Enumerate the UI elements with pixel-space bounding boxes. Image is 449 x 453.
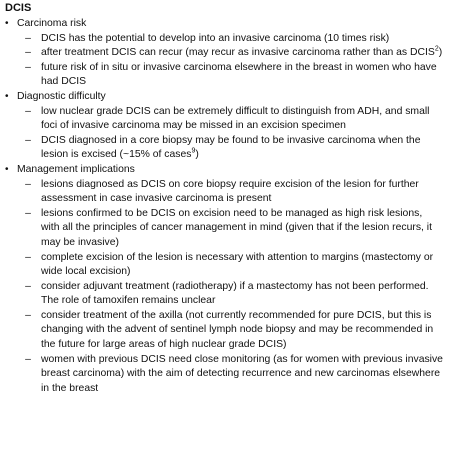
item-text: low nuclear grade DCIS can be extremely difficult to distinguish from ADH, and small foci of invasive carcinoma may be missed in an excision specimen (41, 105, 430, 132)
list-item (17, 105, 443, 134)
item-text: DCIS diagnosed in a core biopsy may be found to be invasive carcinoma when the lesion is excised (~15% of cases (41, 134, 421, 161)
item-text: lesions confirmed to be DCIS on excision need to be managed as high risk lesions, with all the principles of cancer management in mind (given that if the lesion recurs, it may be invasive) (41, 207, 432, 248)
item-text: women with previous DCIS need close monitoring (as for women with previous invasive breast carcinoma) with the aim of detecting recurrence and new carcinomas elsewhere in the breast (41, 353, 443, 394)
item-text: future risk of in situ or invasive carcinoma elsewhere in the breast in women who have had DCIS (41, 61, 437, 88)
list-item (17, 309, 443, 353)
dash-icon: – (25, 47, 31, 59)
dash-icon: – (25, 280, 31, 292)
list-item (17, 251, 443, 280)
reference-superscript: 2 (434, 45, 439, 53)
item-tail: ) (195, 149, 199, 161)
list-item (17, 207, 443, 251)
item-text: consider treatment of the axilla (not currently recommended for pure DCIS, but this is changing with the advent of sentinel lymph node biopsy and may be recommended in the future for large areas of high nuclear grade DCIS) (41, 309, 434, 351)
item-list (17, 32, 443, 90)
bullet-icon: • (5, 18, 9, 29)
item-text: lesions diagnosed as DCIS on core biopsy require excision of the lesion for further assessment in case invasive carcinoma is present (41, 178, 419, 205)
bullet-icon: • (5, 163, 9, 175)
dash-icon: – (25, 251, 31, 263)
dash-icon: – (25, 32, 31, 44)
section-carcinoma-risk (5, 17, 443, 90)
dash-icon: – (25, 134, 31, 146)
section-label: Carcinoma risk (17, 18, 87, 29)
page-title: DCIS (5, 2, 32, 14)
dash-icon: – (25, 207, 31, 219)
dash-icon: – (25, 353, 31, 365)
section-label: Diagnostic difficulty (17, 90, 106, 102)
list-item (17, 61, 443, 90)
dash-icon: – (25, 309, 31, 321)
item-text: DCIS has the potential to develop into an invasive carcinoma (10 times risk) (41, 32, 390, 44)
item-tail: ) (438, 47, 443, 59)
item-list (17, 105, 443, 163)
section-list (5, 17, 443, 396)
section-management-implications (5, 163, 443, 397)
list-item (17, 280, 443, 309)
bullet-icon: • (5, 90, 9, 102)
section-label: Management implications (17, 163, 135, 175)
list-item (17, 353, 443, 397)
reference-superscript: 9 (191, 147, 196, 155)
list-item (17, 178, 443, 207)
list-item (17, 46, 443, 61)
dash-icon: – (25, 61, 31, 73)
list-item (17, 134, 443, 163)
list-item (17, 32, 443, 47)
item-text: complete excision of the lesion is necessary with attention to margins (mastectomy or wide local excision) (41, 251, 434, 278)
dash-icon: – (25, 105, 31, 117)
item-text: after treatment DCIS can recur (may recur as invasive carcinoma rather than as DCIS (41, 47, 435, 59)
item-list (17, 178, 443, 397)
item-text: consider adjuvant treatment (radiotherapy) if a mastectomy has not been performed. The role of tamoxifen remains unclear (41, 280, 429, 307)
dash-icon: – (25, 178, 31, 190)
section-diagnostic-difficulty (5, 90, 443, 163)
